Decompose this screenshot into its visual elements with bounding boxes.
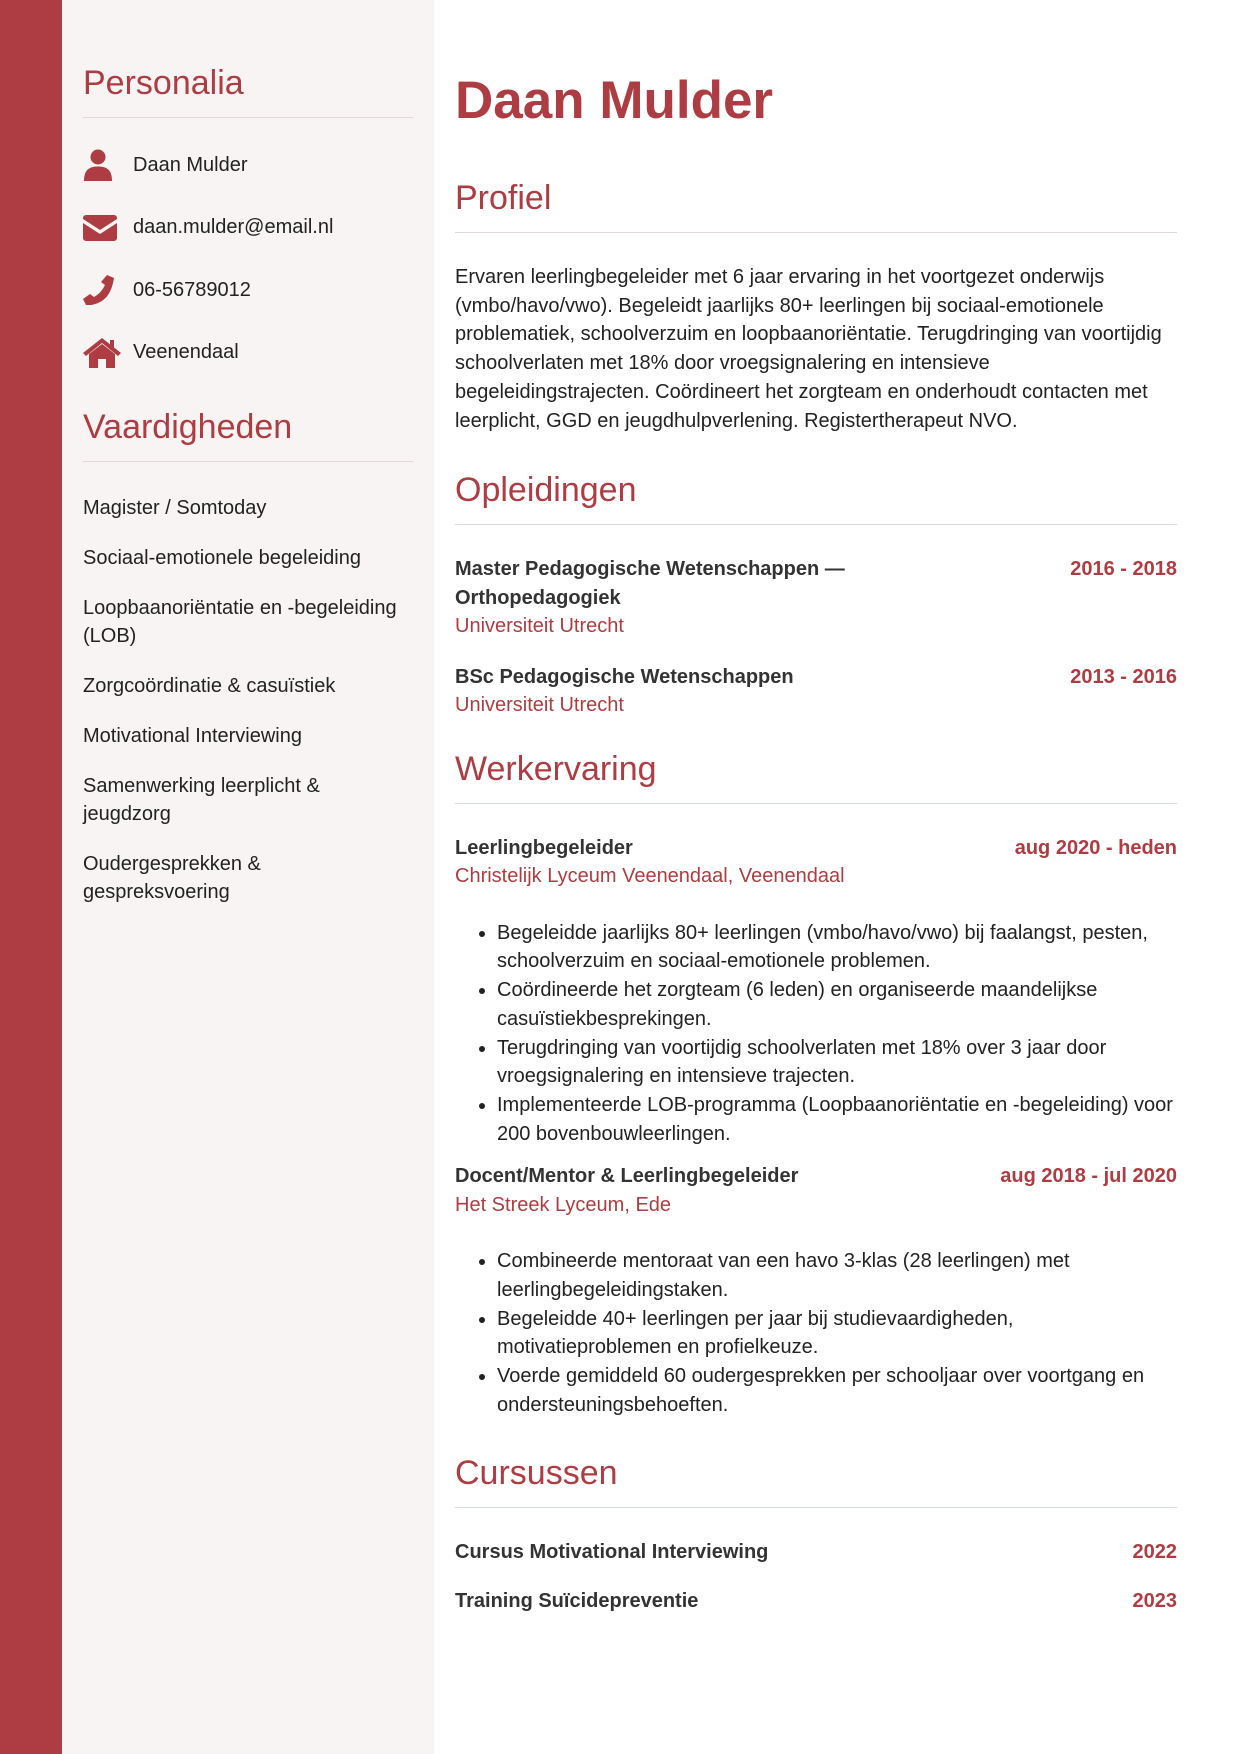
work-item <box>455 834 1177 1149</box>
contact-list <box>83 134 413 384</box>
courses-heading: Cursussen <box>455 1454 1177 1508</box>
sidebar <box>62 0 434 1754</box>
course-date: 2023 <box>1132 1590 1177 1613</box>
contact-city-text: Veenendaal <box>133 341 239 364</box>
education-list <box>455 555 1177 720</box>
accent-stripe <box>0 0 62 1754</box>
skill-item: Zorgcoördinatie & casuïstiek <box>83 675 336 697</box>
job-bullet: • Voerde gemiddeld 60 oudergesprekken per schooljaar over voortgang en ondersteuningsbehoeften. <box>497 1362 1177 1419</box>
skills-list <box>83 494 413 906</box>
main-content <box>434 0 1241 1754</box>
work-row <box>455 1162 1177 1191</box>
course-list <box>455 1538 1177 1616</box>
education-title: Master Pedagogische Wetenschappen — Orthopedagogiek <box>455 558 845 609</box>
course-date: 2022 <box>1132 1540 1177 1563</box>
contact-city <box>83 322 413 385</box>
course-title: Training Suïcidepreventie <box>455 1590 699 1613</box>
job-date: aug 2020 - heden <box>1014 836 1177 859</box>
job-bullet: • Combineerde mentoraat van een havo 3-klas (28 leerlingen) met leerlingbegeleidingstaken. <box>497 1247 1177 1304</box>
profile-heading: Profiel <box>455 179 1177 233</box>
job-bullet: • Begeleidde jaarlijks 80+ leerlingen (vmbo/havo/vwo) bij faalangst, pesten, schoolverzuim en sociaal-emotionele problemen. <box>497 919 1177 976</box>
work-item <box>455 1162 1177 1419</box>
person-icon <box>83 149 133 181</box>
skill-item: Loopbaanoriëntatie en -begeleiding (LOB) <box>83 597 397 647</box>
education-item <box>455 663 1177 720</box>
education-date: 2013 - 2016 <box>1070 665 1177 688</box>
job-title: Docent/Mentor & Leerlingbegeleider <box>455 1165 799 1188</box>
job-bullet: • Begeleidde 40+ leerlingen per jaar bij studievaardigheden, motivatieproblemen en profielkeuze. <box>497 1305 1177 1362</box>
job-employer: Christelijk Lyceum Veenendaal, Veenendaal <box>455 865 845 888</box>
contact-email <box>83 197 413 260</box>
contact-email-text: daan.mulder@email.nl <box>133 216 334 239</box>
home-icon <box>83 338 133 368</box>
contact-name <box>83 134 413 197</box>
contact-phone <box>83 259 413 322</box>
education-institution: Universiteit Utrecht <box>455 694 624 717</box>
skill-item: Samenwerking leerplicht & jeugdzorg <box>83 775 320 825</box>
contact-name-text: Daan Mulder <box>133 153 248 176</box>
education-row <box>455 663 1177 692</box>
work-row <box>455 834 1177 863</box>
contact-phone-text: 06-56789012 <box>133 278 251 301</box>
education-title: BSc Pedagogische Wetenschappen <box>455 665 794 688</box>
candidate-name: Daan Mulder <box>455 71 774 130</box>
phone-icon <box>83 274 133 306</box>
education-institution: Universiteit Utrecht <box>455 615 624 638</box>
work-list <box>455 834 1177 1420</box>
job-bullet: • Terugdringing van voortijdig schoolverlaten met 18% over 3 jaar door vroegsignalering en intensieve trajecten. <box>497 1034 1177 1091</box>
personal-heading: Personalia <box>83 64 413 118</box>
skill-item: Magister / Somtoday <box>83 497 267 519</box>
envelope-icon <box>83 215 133 241</box>
job-bullets <box>455 1247 1177 1419</box>
education-date: 2016 - 2018 <box>1070 558 1177 581</box>
course-item <box>455 1538 1177 1567</box>
job-employer: Het Streek Lyceum, Ede <box>455 1193 672 1216</box>
course-title: Cursus Motivational Interviewing <box>455 1540 769 1563</box>
job-date: aug 2018 - jul 2020 <box>1000 1165 1177 1188</box>
education-heading: Opleidingen <box>455 471 1177 525</box>
job-bullet: • Implementeerde LOB-programma (Loopbaanoriëntatie en -begeleiding) voor 200 bovenbouwleerlingen. <box>497 1091 1177 1148</box>
skill-item: Oudergesprekken & gespreksvoering <box>83 853 261 903</box>
skill-item: Sociaal-emotionele begeleiding <box>83 547 361 569</box>
profile-text: Ervaren leerlingbegeleider met 6 jaar ervaring in het voortgezet onderwijs (vmbo/havo/vwo). Begeleidt jaarlijks 80+ leerlingen bij sociaal-emotionele problematiek, schoolverzuim en loopbaanoriëntatie. Terugdringing van voortijdig schoolverlaten met 18% door vroegsignalering en intensieve begeleidingstrajecten. Coördineert het zorgteam en onderhoudt contacten met leerplicht, GGD en jeugdhulpverlening. Registertherapeut NVO. <box>455 266 1162 432</box>
job-bullet: • Coördineerde het zorgteam (6 leden) en organiseerde maandelijkse casuïstiekbesprekingen. <box>497 976 1177 1033</box>
work-heading: Werkervaring <box>455 750 1177 804</box>
job-title: Leerlingbegeleider <box>455 836 633 859</box>
education-item <box>455 555 1177 641</box>
job-bullets <box>455 919 1177 1149</box>
skills-heading: Vaardigheden <box>83 408 413 462</box>
skill-item: Motivational Interviewing <box>83 725 302 747</box>
course-item <box>455 1587 1177 1616</box>
education-row <box>455 555 1177 612</box>
